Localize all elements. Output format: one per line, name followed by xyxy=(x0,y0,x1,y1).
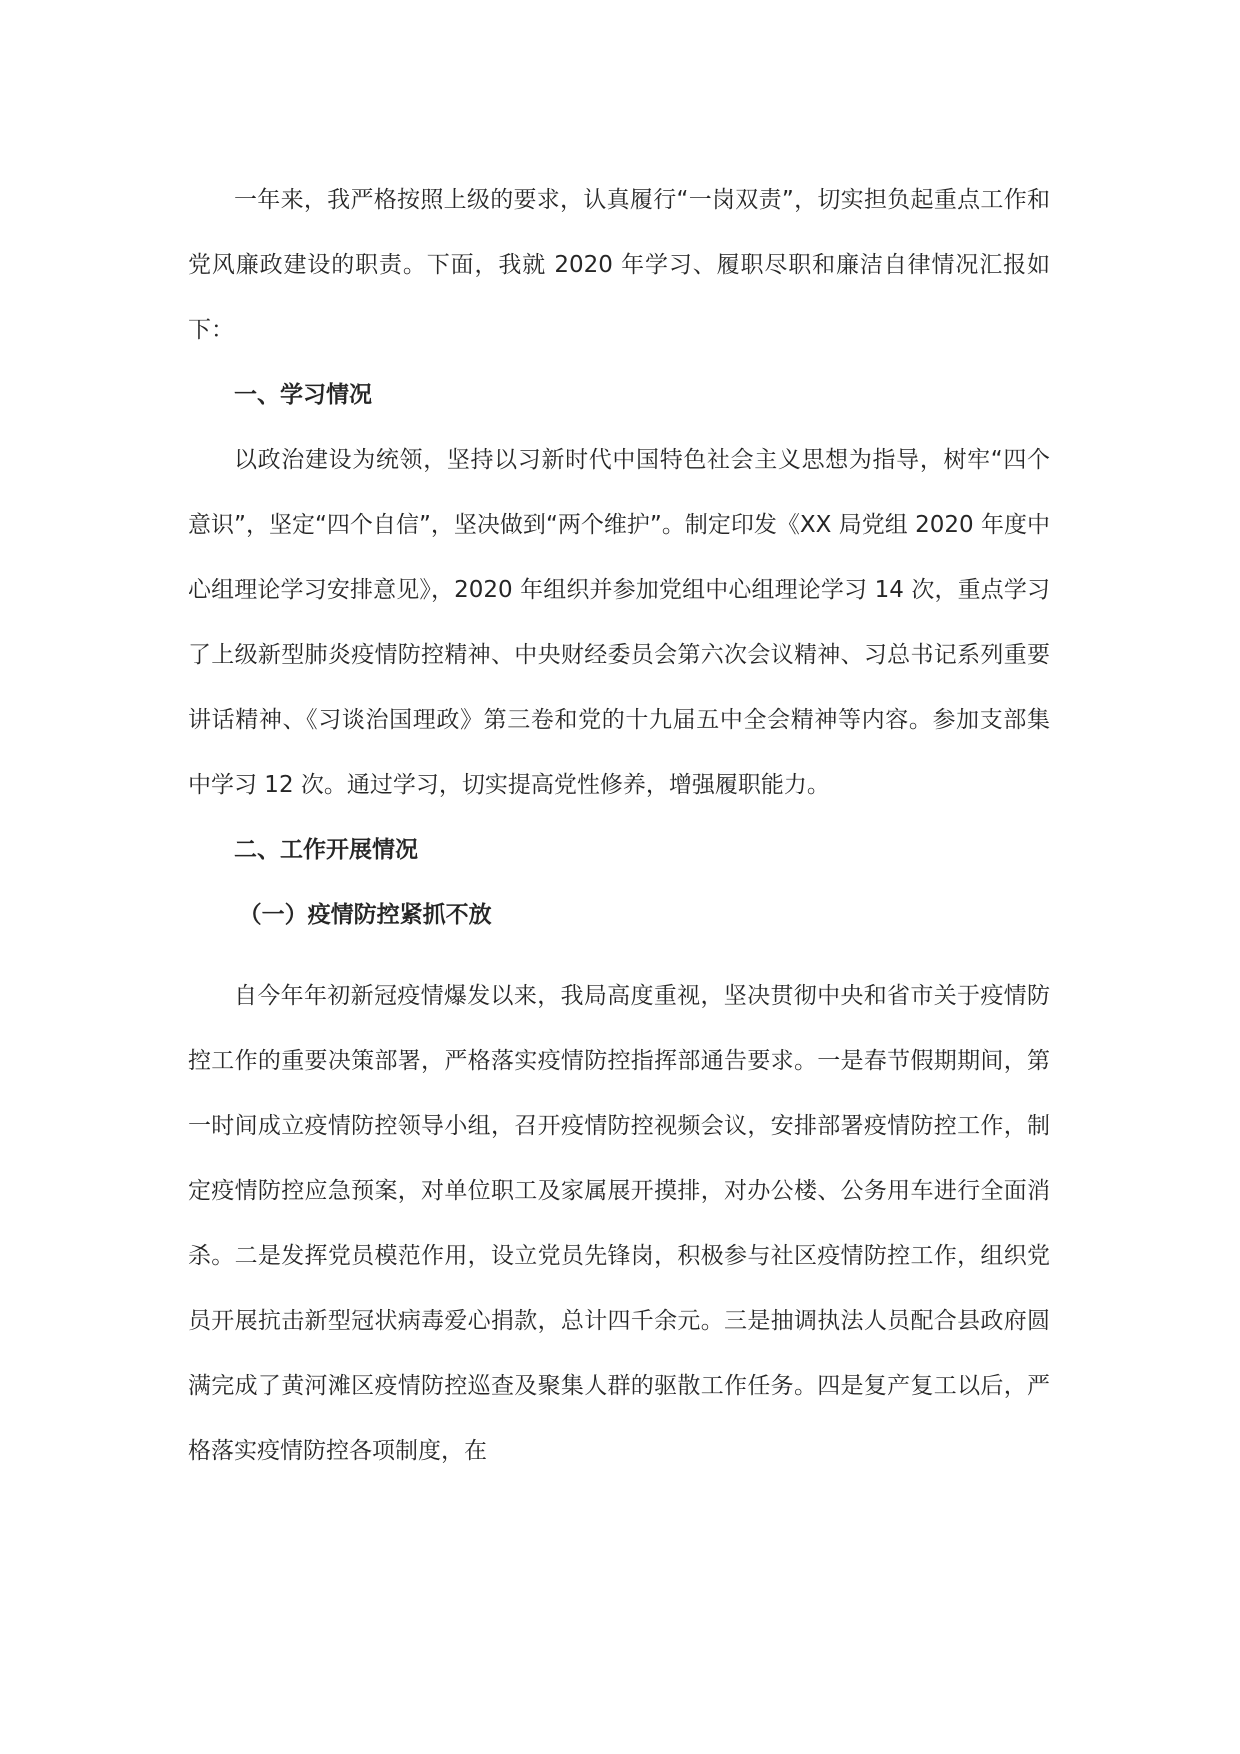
section-heading-study: 一、学习情况 xyxy=(234,382,372,408)
subsection-heading-epidemic: （一）疫情防控紧抓不放 xyxy=(238,902,492,928)
section-heading-work: 二、工作开展情况 xyxy=(234,837,418,863)
epidemic-paragraph: 自今年年初新冠疫情爆发以来，我局高度重视，坚决贯彻中央和省市关于疫情防控工作的重要决策部署，严格落实疫情防控指挥部通告要求。一是春节假期期间，第一时间成立疫情防控领导小组，召开疫情防控视频会议，安排部署疫情防控工作，制定疫情防控应急预案，对单位职工及家属展开摸排，对办公楼、公务用车进行全面消杀。二是发挥党员模范作用，设立党员先锋岗，积极参与社区疫情防控工作，组织党员开展抗击新型冠状病毒爱心捐款，总计四千余元。三是抽调执法人员配合县政府圆满完成了黄河滩区疫情防控巡查及聚集人群的驱散工作任务。四是复产复工以后，严格落实疫情防控各项制度，在 xyxy=(188,983,1050,1464)
intro-paragraph: 一年来，我严格按照上级的要求，认真履行“一岗双责”，切实担负起重点工作和党风廉政建设的职责。下面，我就 2020 年学习、履职尽职和廉洁自律情况汇报如下： xyxy=(188,187,1050,343)
study-paragraph: 以政治建设为统领，坚持以习新时代中国特色社会主义思想为指导，树牢“四个意识”，坚定“四个自信”，坚决做到“两个维护”。制定印发《XX 局党组 2020 年度中心组理论学习安排意见》，2020 年组织并参加党组中心组理论学习 14 次，重点学习了上级新型肺炎疫情防控精神、中央财经委员会第六次会议精神、习总书记系列重要讲话精神、《习谈治国理政》第三卷和党的十九届五中全会精神等内容。参加支部集中学习 12 次。通过学习，切实提高党性修养，增强履职能力。 xyxy=(188,447,1050,798)
document-page xyxy=(188,168,1050,1484)
